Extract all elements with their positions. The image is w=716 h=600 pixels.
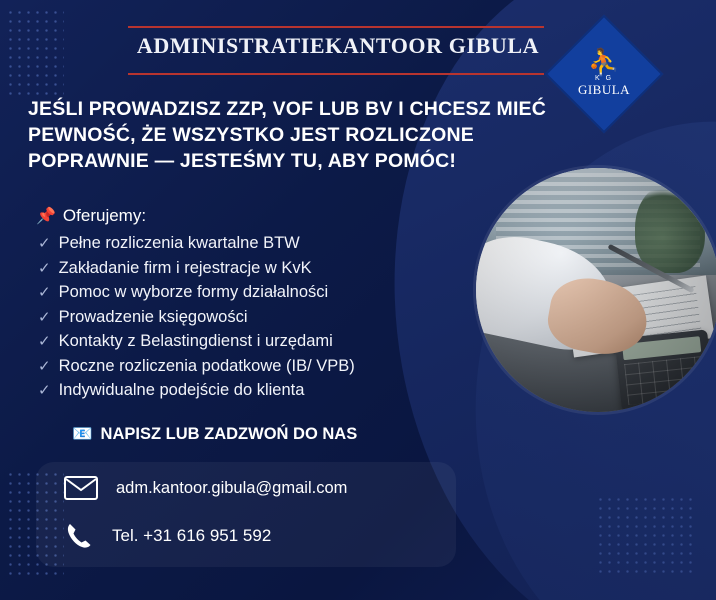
archer-logo-icon: ⛹ bbox=[587, 47, 621, 77]
dot-pattern-bottom-right bbox=[596, 495, 692, 575]
offer-heading bbox=[36, 206, 146, 226]
list-item-label: Roczne rozliczenia podatkowe (IB/ VPB) bbox=[58, 356, 355, 375]
page-title: ADMINISTRATIEKANTOOR GIBULA bbox=[136, 33, 540, 58]
contact-email-label: adm.kantoor.gibula@gmail.com bbox=[116, 478, 348, 497]
logo-name: GIBULA bbox=[577, 82, 631, 97]
dot-pattern-top-left bbox=[6, 8, 64, 98]
check-icon: ✓ bbox=[38, 357, 51, 375]
list-item bbox=[38, 281, 468, 305]
contact-email-row[interactable] bbox=[64, 476, 347, 500]
accountant-working-with-calculator-photo bbox=[476, 168, 716, 412]
list-item bbox=[38, 232, 468, 256]
check-icon: ✓ bbox=[38, 235, 51, 252]
offer-heading-label: Oferujemy: bbox=[62, 206, 147, 225]
contact-phone-label: Tel. +31 616 951 592 bbox=[112, 526, 272, 545]
check-icon: ✓ bbox=[38, 284, 51, 301]
list-item bbox=[38, 379, 468, 403]
cta-banner bbox=[72, 425, 357, 444]
cta-label: NAPISZ LUB ZADZWOŃ DO NAS bbox=[100, 425, 358, 443]
envelope-emoji-icon: 📧 bbox=[72, 425, 93, 443]
check-icon: ✓ bbox=[38, 259, 51, 277]
list-item bbox=[38, 257, 468, 281]
list-item bbox=[38, 355, 468, 379]
check-icon: ✓ bbox=[38, 382, 51, 399]
contact-phone-row[interactable] bbox=[64, 521, 271, 551]
list-item-label: Indywidualne podejście do klienta bbox=[58, 381, 305, 399]
phone-icon bbox=[64, 521, 94, 551]
list-item-label: Kontakty z Belastingdienst i urzędami bbox=[58, 332, 333, 350]
check-icon: ✓ bbox=[38, 333, 51, 350]
headline: JEŚLI PROWADZISZ ZZP, VOF LUB BV I CHCESZ MIEĆ PEWNOŚĆ, ŻE WSZYSTKO JEST ROZLICZONE POPRAWNIE — JESTEŚMY TU, ABY POMÓC! bbox=[28, 98, 547, 172]
logo bbox=[562, 32, 646, 116]
list-item bbox=[38, 330, 468, 354]
title-rule-bottom bbox=[128, 73, 544, 75]
check-icon: ✓ bbox=[38, 308, 51, 326]
pushpin-icon: 📌 bbox=[36, 208, 56, 225]
title-rule-top bbox=[128, 26, 544, 28]
logo-initials: K G bbox=[594, 75, 614, 82]
offer-list bbox=[38, 232, 468, 404]
list-item-label: Pomoc w wyborze formy działalności bbox=[58, 283, 329, 301]
list-item-label: Prowadzenie księgowości bbox=[58, 307, 248, 326]
list-item-label: Pełne rozliczenia kwartalne BTW bbox=[58, 234, 300, 252]
list-item-label: Zakładanie firm i rejestracje w KvK bbox=[58, 258, 312, 277]
envelope-icon bbox=[64, 476, 98, 500]
list-item bbox=[38, 306, 468, 330]
